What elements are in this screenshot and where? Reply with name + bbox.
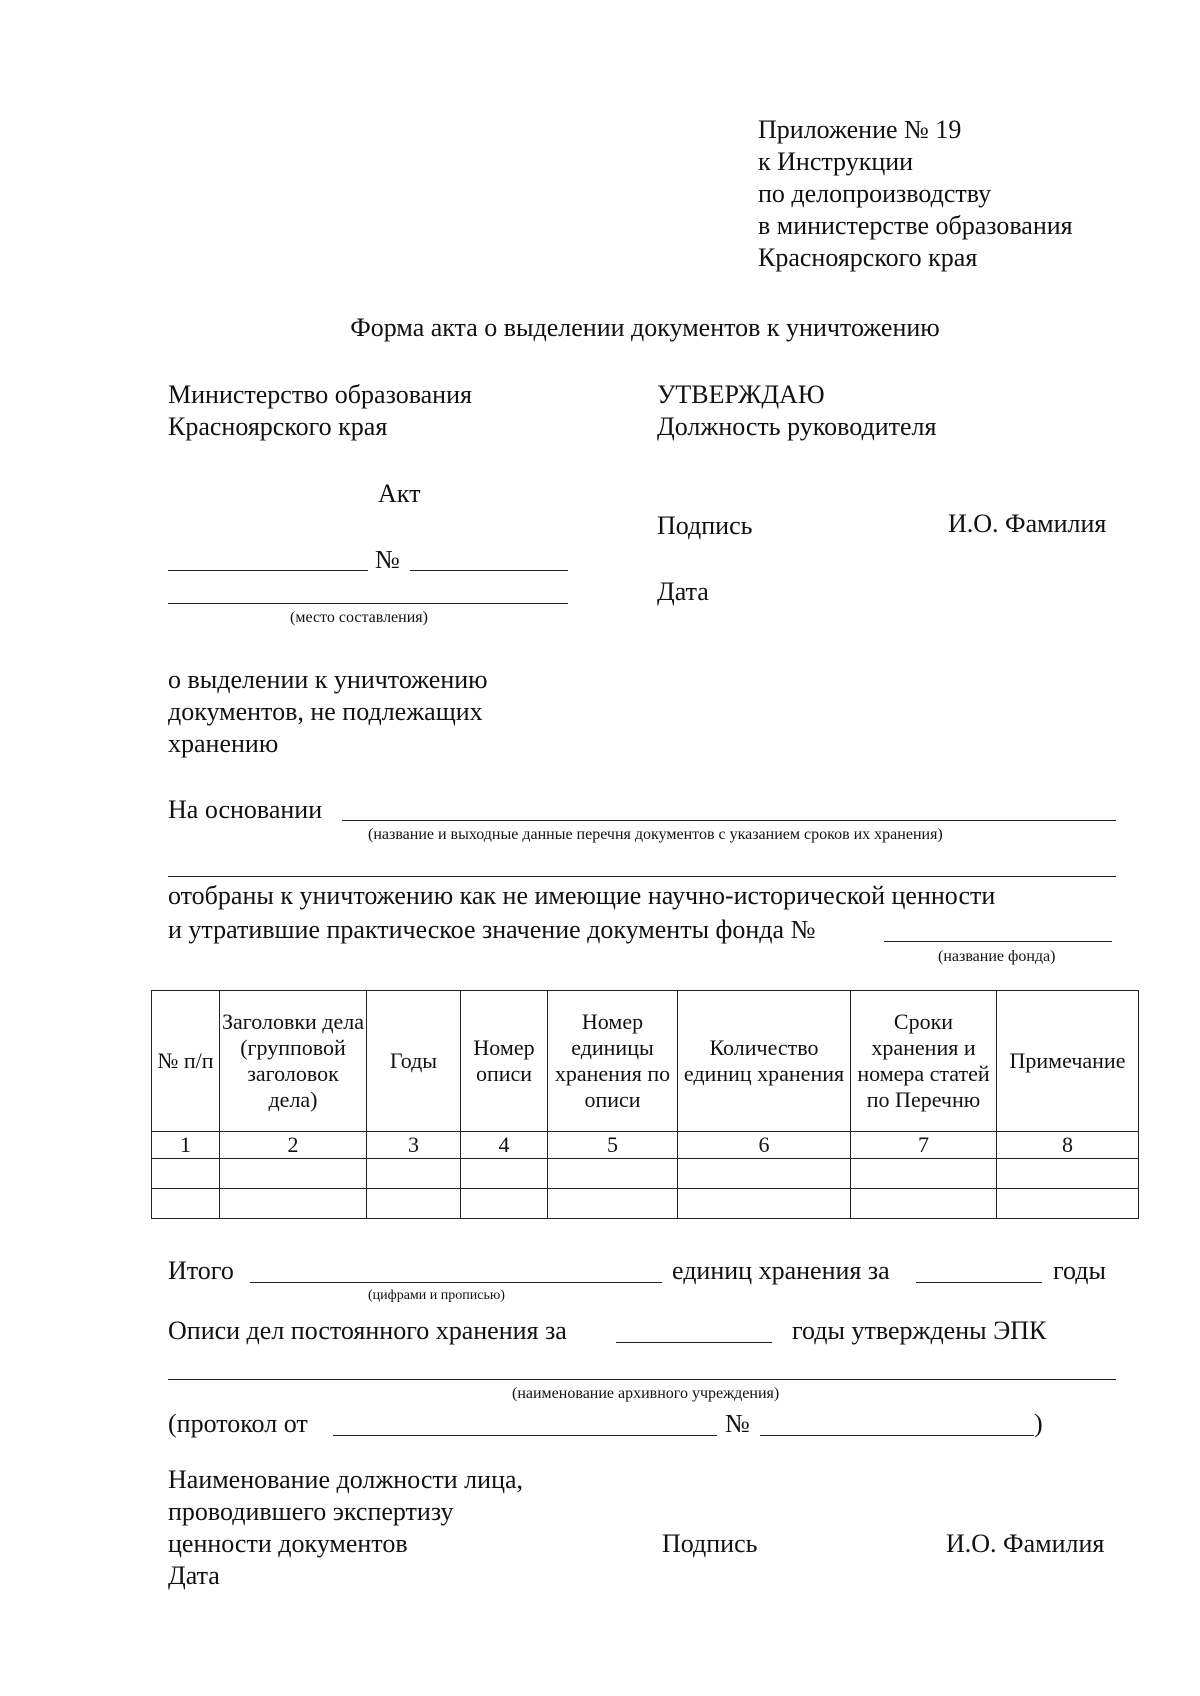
- empty-cell[interactable]: [152, 1159, 220, 1189]
- appendix-line: Красноярского края: [758, 243, 978, 272]
- header-cell: № п/п: [152, 991, 220, 1132]
- expert-line: Дата: [168, 1561, 220, 1590]
- empty-cell[interactable]: [548, 1159, 678, 1189]
- act-title: Акт: [378, 479, 421, 508]
- empty-cell[interactable]: [997, 1189, 1139, 1219]
- table-number-row: [152, 1132, 1139, 1159]
- protocol-number-line[interactable]: [760, 1435, 1034, 1436]
- empty-cell[interactable]: [548, 1189, 678, 1219]
- expert-signature: Подпись: [662, 1529, 758, 1558]
- approve-signature: Подпись: [657, 511, 753, 540]
- basis-label: На основании: [168, 795, 323, 824]
- act-subject: [168, 664, 488, 760]
- header-cell: Заголовки дела (групповой заголовок дела): [220, 991, 367, 1132]
- number-cell: 2: [220, 1132, 367, 1159]
- header-cell: Сроки хранения и номера статей по Перечню: [851, 991, 997, 1132]
- table-header-row: [152, 991, 1139, 1132]
- inventory-text-2: годы утверждены ЭПК: [792, 1316, 1047, 1345]
- appendix-line: Приложение № 19: [758, 115, 962, 144]
- number-cell: 1: [152, 1132, 220, 1159]
- totals-caption: (цифрами и прописью): [368, 1288, 505, 1303]
- archive-caption: (наименование архивного учреждения): [512, 1385, 780, 1402]
- empty-cell[interactable]: [367, 1159, 461, 1189]
- totals-years-line[interactable]: [916, 1282, 1042, 1283]
- archive-line[interactable]: [168, 1379, 1116, 1380]
- act-place-line[interactable]: [168, 603, 568, 604]
- protocol-date-line[interactable]: [333, 1435, 717, 1436]
- expert-name: И.О. Фамилия: [946, 1529, 1105, 1558]
- expert-line: проводившего экспертизу: [168, 1497, 454, 1526]
- basis-text-2: и утратившие практическое значение документы фонда №: [168, 915, 816, 944]
- act-subject-line: хранению: [168, 729, 279, 758]
- empty-cell[interactable]: [461, 1189, 548, 1219]
- empty-cell[interactable]: [678, 1159, 851, 1189]
- basis-line[interactable]: [342, 820, 1116, 821]
- totals-years: годы: [1053, 1256, 1106, 1285]
- act-subject-line: о выделении к уничтожению: [168, 665, 488, 694]
- act-subject-line: документов, не подлежащих: [168, 697, 483, 726]
- number-cell: 6: [678, 1132, 851, 1159]
- header-cell: Количество единиц хранения: [678, 991, 851, 1132]
- approve-date: Дата: [657, 577, 709, 606]
- empty-cell[interactable]: [220, 1189, 367, 1219]
- table-row: [152, 1159, 1139, 1189]
- org-name: [168, 379, 472, 443]
- number-cell: 7: [851, 1132, 997, 1159]
- appendix-line: по делопроизводству: [758, 179, 992, 208]
- act-date-line[interactable]: [168, 570, 368, 571]
- basis-text-1: отобраны к уничтожению как не имеющие научно-исторической ценности: [168, 881, 996, 910]
- expert-line: ценности документов: [168, 1529, 408, 1558]
- approve-position: Должность руководителя: [657, 412, 937, 441]
- empty-cell[interactable]: [152, 1189, 220, 1219]
- org-line-2: Красноярского края: [168, 412, 388, 441]
- empty-cell[interactable]: [220, 1159, 367, 1189]
- totals-label: Итого: [168, 1256, 234, 1285]
- empty-cell[interactable]: [678, 1189, 851, 1219]
- number-cell: 5: [548, 1132, 678, 1159]
- number-cell: 8: [997, 1132, 1139, 1159]
- header-cell: Годы: [367, 991, 461, 1132]
- empty-cell[interactable]: [367, 1189, 461, 1219]
- protocol-open: (протокол от: [168, 1409, 308, 1438]
- expert-block: [168, 1464, 523, 1592]
- documents-table: [151, 990, 1138, 1219]
- totals-units-text: единиц хранения за: [672, 1256, 890, 1285]
- inventory-years-line[interactable]: [616, 1342, 772, 1343]
- approve-name: И.О. Фамилия: [948, 509, 1107, 538]
- appendix-block: [758, 114, 1073, 274]
- org-line-1: Министерство образования: [168, 380, 472, 409]
- empty-cell[interactable]: [461, 1159, 548, 1189]
- fund-number-line[interactable]: [884, 941, 1112, 942]
- header-cell: Номер описи: [461, 991, 548, 1132]
- approve-title: УТВЕРЖДАЮ: [657, 380, 825, 409]
- act-number-line[interactable]: [410, 570, 568, 571]
- empty-cell[interactable]: [851, 1189, 997, 1219]
- header-cell: Примечание: [997, 991, 1139, 1132]
- protocol-number-sign: №: [725, 1409, 750, 1438]
- number-cell: 4: [461, 1132, 548, 1159]
- approve-block: [657, 379, 936, 443]
- totals-line[interactable]: [250, 1282, 662, 1283]
- act-place-caption: (место составления): [290, 609, 428, 626]
- empty-cell[interactable]: [851, 1159, 997, 1189]
- appendix-line: в министерстве образования: [758, 211, 1073, 240]
- number-cell: 3: [367, 1132, 461, 1159]
- form-title: Форма акта о выделении документов к уничтожению: [350, 313, 940, 342]
- act-number-sign: №: [375, 545, 400, 574]
- table-row: [152, 1189, 1139, 1219]
- protocol-close: ): [1034, 1409, 1043, 1438]
- inventory-text-1: Описи дел постоянного хранения за: [168, 1316, 567, 1345]
- empty-cell[interactable]: [997, 1159, 1139, 1189]
- basis-caption: (название и выходные данные перечня документов с указанием сроков их хранения): [368, 826, 943, 843]
- expert-line: Наименование должности лица,: [168, 1465, 524, 1494]
- header-cell: Номер единицы хранения по описи: [548, 991, 678, 1132]
- fund-caption: (название фонда): [938, 948, 1056, 965]
- appendix-line: к Инструкции: [758, 147, 914, 176]
- basis-line-2[interactable]: [168, 876, 1116, 877]
